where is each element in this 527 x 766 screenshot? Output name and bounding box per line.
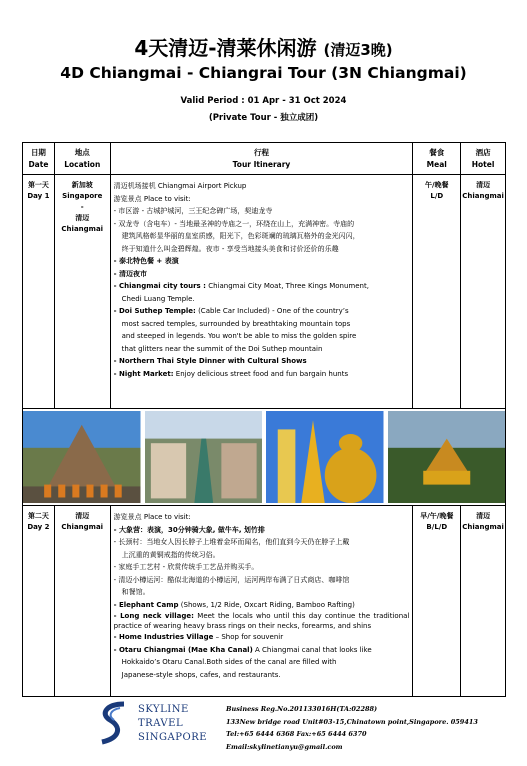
itinerary-table (22, 142, 506, 697)
brand-name: SKYLINE TRAVEL SINGAPORE (138, 704, 208, 743)
footer (0, 700, 527, 760)
skyline-logo-icon (96, 700, 132, 746)
day1-itinerary: 清迈机场接机 Chiangmai Airport Pickup 游览景点 Place to visit: - 市区游 - 古城护城河，三王纪念碑广场，契迪龙寺 - 双龙寺（含电车）- 当地最圣神的寺庙之一，环绕在山上，充满神密。寺庙的 建筑风格彰显华丽的皇室质感，阳光下，色彩斑斓的琉璃瓦格外的金光闪闪， 终于知道什么叫金碧辉煌。夜市 - 享受当地接头美食和讨价还价的乐趣 - 泰北特色餐 + 表演 - 清迈夜市 - Chiangmai city tours : Chiangmai City Moat, Three Kings Monument, Chedi Luang Temple. - Doi Suthep Temple: (Cable Car Included) - One of the country’s most sacred temples, surrounded by breathtaking mountain tops and steeped in legends. You won't be able to miss the golden spire that glitters near the summit of the Doi Suthep mountain - Northern Thai Style Dinner with Cultural Shows - Night Market: Enjoy delicious street food and fun bargain hunts (111, 175, 414, 408)
table-row-day1: 第一天 Day 1 新加坡 Singapore - 清迈 Chiangmai 清迈机场接机 Chiangmai Airport Pickup 游览景点 Place to visit: - 市区游 - 古城护城河，三王纪念碑广场，契迪龙寺 - 双龙寺（含电车）- 当地最圣神的寺庙之一，环绕在山上，充满神密。寺庙的 建筑风格彰显华丽的皇室质感，阳光下，色彩斑斓的琉璃瓦格外的金光闪闪， 终于知道什么叫金碧辉煌。夜市 - 享受当地接头美食和讨价还价的乐趣 - 泰北特色餐 + 表演 - 清迈夜市 - Chiangmai city tours : Chiangmai City Moat, Three Kings Monument, Chedi Luang Temple. - Doi Suthep Temple: (Cable Car Included) - One of the country’s most sacred temples, surrounded by breathtaking mountain tops and steeped in legends. You won't be able to miss the golden spire that glitters near the summit of the Doi Suthep mountain - Northern Thai Style Dinner with Cultural Shows - Night Market: Enjoy delicious street food and fun bargain hunts 午/晚餐 L/D 清迈 Chiangmai (23, 175, 505, 408)
company-contact: Business Reg.No.201133016H(TA:02288) 133New bridge road Unit#03-15,Chinatown point,Singapore. 059413 Tel:+65 6444 6368 Fax:+65 6444 6370 Email:skylinetianyu@gmail.com (226, 705, 478, 751)
table-header: 日期 Date 地点 Location 行程 Tour Itinerary 餐食 Meal 酒店 Hotel (23, 143, 505, 175)
valid-period: Valid Period : 01 Apr - 31 Oct 2024 (180, 96, 347, 106)
golden-buddha-photo (266, 411, 384, 503)
photo-strip (23, 408, 505, 506)
table-row-day2: 第二天 Day 2 清迈 Chiangmai 游览景点 Place to visit: - 大象营：表演，30分钟骑大象, 做牛车, 划竹排 - 长颈村：当地女人因长脖子上堆着金环而闻名，他们直到今天仍在脖子上戴 上沉重的黄铜戒指的传统习俗。 - 家庭手工艺村 - 欣赏传统手工艺品并购买手。 - 清迈小樽运河：酷似北海道的小樽运河，运河两岸布满了日式商店、咖啡馆 和餐馆。 - Elephant Camp (Shows, 1/2 Ride, Oxcart Riding, Bamboo Rafting) - Long neck village: Meet the locals who until this day continue the traditional practice of wearing heavy brass rings on their necks, forearms, and shins - Home Industries Village – Shop for souvenir - Otaru Chiangmai (Mae Kha Canal) A Chiangmai canal that looks like Hokkaido’s Otaru Canal.Both sides of the canal are filled with Japanese-style shops, cafes, and restaurants. 早/午/晚餐 B/L/D 清迈 Chiangmai (23, 506, 505, 696)
day2-itinerary: 游览景点 Place to visit: - 大象营：表演，30分钟骑大象, 做牛车, 划竹排 - 长颈村：当地女人因长脖子上堆着金环而闻名，他们直到今天仍在脖子上戴 上沉重的黄铜戒指的传统习俗。 - 家庭手工艺村 - 欣赏传统手工艺品并购买手。 - 清迈小樽运河：酷似北海道的小樽运河，运河两岸布满了日式商店、咖啡馆 和餐馆。 - Elephant Camp (Shows, 1/2 Ride, Oxcart Riding, Bamboo Rafting) - Long neck village: Meet the locals who until this day continue the traditional practice of wearing heavy brass rings on their necks, forearms, and shins - Home Industries Village – Shop for souvenir - Otaru Chiangmai (Mae Kha Canal) A Chiangmai canal that looks like Hokkaido’s Otaru Canal.Both sides of the canal are filled with Japanese-style shops, cafes, and restaurants. (111, 506, 414, 696)
hilltop-temple-photo (388, 411, 506, 503)
title-english: 4D Chiangmai - Chiangrai Tour (3N Chiangmai) (60, 64, 467, 82)
private-tour-note: (Private Tour - 独立成团) (208, 113, 319, 123)
temple-ruins-photo (23, 411, 141, 503)
canal-photo (145, 411, 263, 503)
title-chinese: 4天清迈-清莱休闲游 (清迈3晚) (134, 36, 393, 60)
